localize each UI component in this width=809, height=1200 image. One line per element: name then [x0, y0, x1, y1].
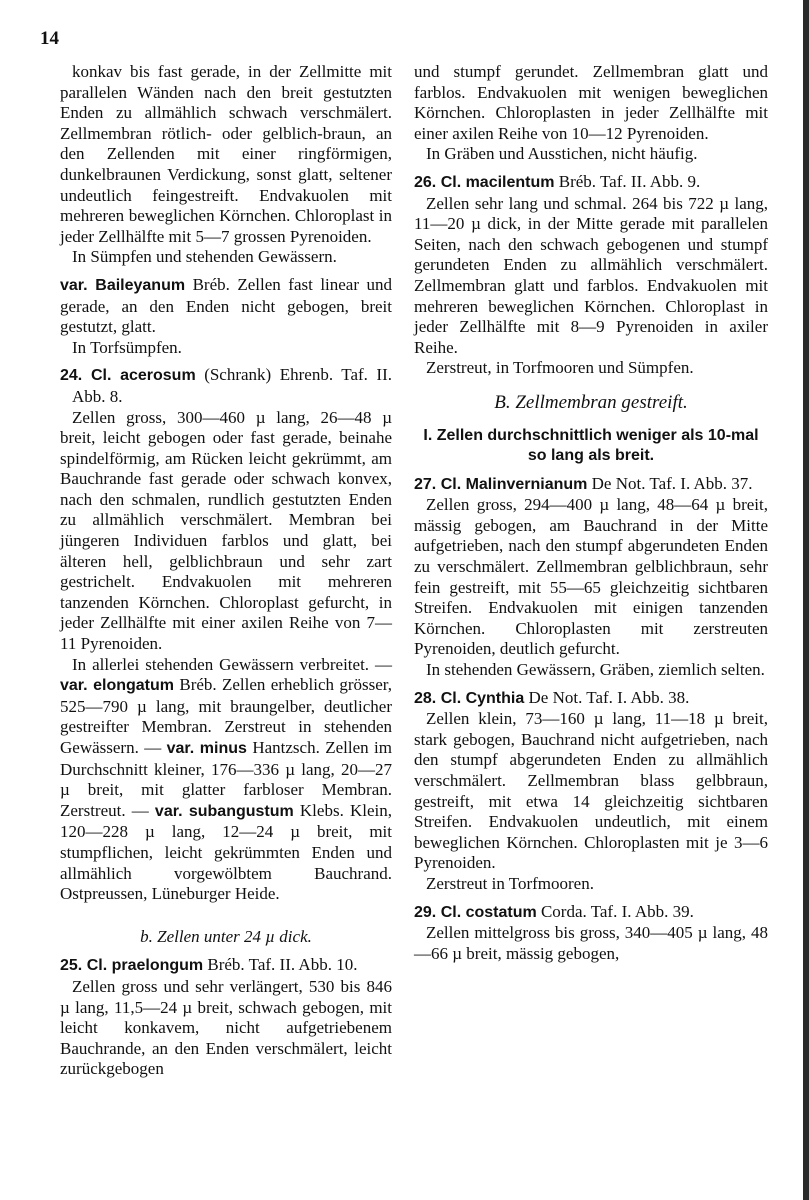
paragraph: Zellen sehr lang und schmal. 264 bis 722 µ lang, 11—20 µ dick, in der Mitte gerade mit parallelen Seiten, nach den schwach gebogenen und stumpf gerundeten Enden zu allmählich verschmälert. Zellmembran glatt und farblos. Endvakuolen mit mehreren beweglichen Körnchen. Chloroplast in jeder Zellhälfte mit 8—9 Pyrenoiden in axiler Reihe.	[414, 193, 768, 357]
entry-heading	[414, 688, 768, 710]
paragraph: Zerstreut in Torfmooren.	[426, 873, 594, 893]
entry-name: 24. Cl. acerosum	[60, 367, 196, 385]
paragraph: In Gräben und Ausstichen, nicht häufig.	[426, 144, 698, 164]
paragraph: Zellen gross, 300—460 µ lang, 26—48 µ breit, leicht gebogen oder fast gerade, beinahe spindelförmig, am Rücken leicht gekrümmt, am Bauchrande fast gerade oder schwach konvex, nach den schmalen, rundlich gestutzten Enden zu allmählich verschmälert. Membran bei jüngeren Individuen farblos und glatt, bei älteren hell, gelblichbraun und sehr zart gestrichelt. Endvakuolen mit mehreren tanzenden Körnchen. Chloroplast gefurcht, in jeder Zellhälfte mit einer axilen Reihe von 7—11 Pyrenoiden.	[60, 407, 392, 654]
paragraph: In stehenden Gewässern, Gräben, ziemlich selten.	[426, 660, 765, 680]
variety-paragraph	[60, 275, 392, 338]
paragraph: Zellen klein, 73—160 µ lang, 11—18 µ breit, stark gebogen, Bauchrand nicht aufgetrieben, nach den stumpf abgerundeten Enden zu allmählich verschmälert. Zellmembran blass gelbbraun, gestreift, mit etwa 14 gleichzeitig sichtbaren Streifen. Endvakuolen undeutlich, mit einem beweglichen Körnchen. Chloroplasten mit je 3—6 Pyrenoiden.	[414, 709, 768, 873]
variety-description: Bréb. Zellen fast linear und gerade, an den Enden nicht gebogen, breit gestutzt, glatt.	[60, 274, 393, 337]
entry-reference: Bréb. Taf. II. Abb. 9.	[554, 171, 701, 191]
entry-heading	[414, 902, 768, 924]
subsection-heading: b. Zellen unter 24 µ dick.	[140, 926, 312, 946]
entry-reference: (Schrank) Ehrenb. Taf. II. Abb. 8.	[72, 365, 392, 406]
paragraph: Zellen gross, 294—400 µ lang, 48—64 µ breit, mässig gebogen, am Bauchrand in der Mitte aufgetrieben, nach den stumpf abgerundeten Enden zu verschmälert. Zellmembran gelblichbraun, sehr fein gestreift, mit 55—65 gleichzeitig sichtbaren Streifen. Endvakuolen mit einigen tanzenden Körnchen. Chloroplasten mit zerstreuten Pyrenoiden, deutlich gefurcht.	[414, 495, 768, 659]
entry-name: 28. Cl. Cynthia	[414, 689, 525, 707]
entry-reference: Corda. Taf. I. Abb. 39.	[536, 901, 694, 921]
entry-reference: Bréb. Taf. II. Abb. 10.	[203, 955, 358, 975]
right-column	[414, 62, 768, 964]
section-heading: B. Zellmembran gestreift.	[494, 391, 688, 413]
variety-name: var. Baileyanum	[60, 276, 186, 294]
variety-name: var. minus	[166, 740, 247, 757]
paragraph: Zellen mittelgross bis gross, 340—405 µ lang, 48—66 µ breit, mässig gebogen,	[414, 923, 768, 963]
entry-name: 26. Cl. macilentum	[414, 173, 555, 191]
left-column	[60, 62, 392, 1080]
page-number: 14	[40, 28, 59, 49]
entry-name: 29. Cl. costatum	[414, 903, 537, 921]
variety-name: var. elongatum	[60, 677, 175, 695]
text-run: Bréb. Zellen erheblich grösser, 525—790 µ lang, mit braungelber, deutlicher gestreifter Membran. Zerstreut in stehenden Gewässern. —	[60, 675, 392, 757]
paragraph: konkav bis fast gerade, in der Zellmitte mit parallelen Wänden nach den breit gestutzten Enden zu allmählich schwach verschmälert. Zellmembran rötlich- oder gelblich-braun, an den Zellenden mit einer ringförmigen, dunkelbraunen Verdickung, sonst glatt, seltener undeutlich feingestreift. Endvakuolen mit mehreren beweglichen Körnchen. Chloroplast in jeder Zellhälfte mit 5—7 grossen Pyrenoiden.	[60, 62, 392, 246]
paragraph: Zerstreut, in Torfmooren und Sümpfen.	[426, 358, 694, 378]
group-heading: I. Zellen durchschnittlich weniger als 10-mal so lang als breit.	[423, 426, 759, 465]
text-run: In allerlei stehenden Gewässern verbreitet. —	[72, 654, 392, 674]
entry-name: 27. Cl. Malinvernianum	[414, 475, 588, 493]
entry-name: 25. Cl. praelongum	[60, 957, 204, 975]
entry-heading	[60, 955, 392, 977]
entry-heading	[414, 474, 768, 496]
paragraph: Zellen gross und sehr verlängert, 530 bis 846 µ lang, 11,5—24 µ breit, schwach gebogen, mit leicht konkavem, nicht aufgetriebenem Bauchrande, an den Enden verschmälert, leicht zurückgebogen	[60, 976, 392, 1079]
text-run: Klebs. Klein, 120—228 µ lang, 12—24 µ breit, mit stumpflichen, leicht gekrümmten Enden und allmählich vorgewölbtem Bauchrand. Ostpreussen, Lüneburger Heide.	[60, 800, 392, 904]
paragraph: In Sümpfen und stehenden Gewässern.	[72, 247, 337, 267]
entry-heading	[60, 365, 392, 407]
entry-heading	[414, 172, 768, 194]
paragraph: In Torfsümpfen.	[72, 337, 182, 357]
paragraph	[60, 655, 392, 905]
page-edge-shadow	[803, 0, 809, 1200]
paragraph: und stumpf gerundet. Zellmembran glatt und farblos. Endvakuolen mit wenigen beweglichen Körnchen. Chloroplasten in jeder Zellhälfte mit einer axilen Reihe von 10—12 Pyrenoiden.	[414, 62, 768, 143]
text-run: Hantzsch. Zellen im Durchschnitt kleiner, 176—336 µ lang, 20—27 µ breit, mit glatter farbloser Membran. Zerstreut. —	[60, 738, 392, 820]
entry-reference: De Not. Taf. I. Abb. 38.	[524, 687, 690, 707]
variety-name: var. subangustum	[154, 802, 294, 820]
entry-reference: De Not. Taf. I. Abb. 37.	[587, 473, 753, 493]
